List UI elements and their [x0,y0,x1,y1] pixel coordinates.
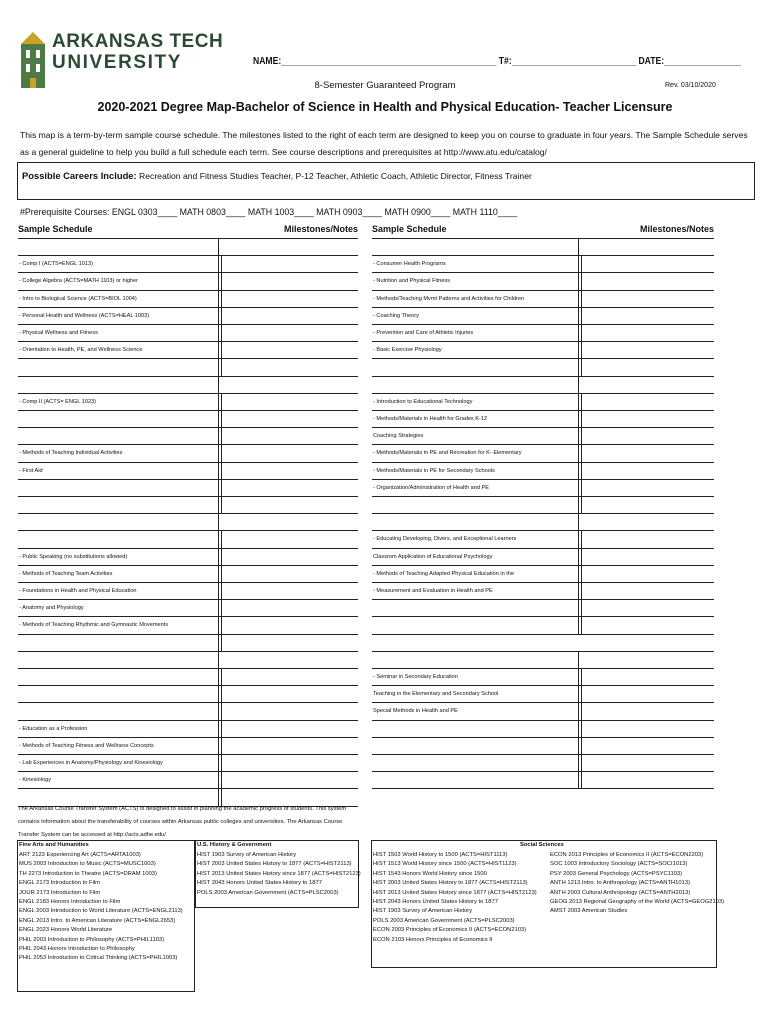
course-row [372,462,714,479]
revision-date: Rev. 03/10/2020 [665,82,716,89]
course-desc: Teaching in the Elementary and Secondary School [373,691,499,698]
course-desc: - Methods/Teaching Mvmt Patterns and Activities for Children [373,295,525,302]
column-divider [578,376,579,514]
row-divider [372,771,714,772]
course-desc: - Methods of Teaching Team Activities [19,570,113,577]
course-desc: - Seminar in Secondary Education [373,674,458,680]
course-row [372,444,714,461]
course-desc: - Methods of Teaching Individual Activities [19,450,123,457]
course-row [372,272,714,289]
footer-course-item: ANTH 1213 Intro. to Anthropology (ACTS=ANTH1013) [550,880,690,887]
course-row [18,565,358,582]
column-divider [221,668,222,806]
course-row [18,582,358,599]
right-schedule [372,222,716,802]
footer-course-item: ENGL 2183 Honors Introduction to Film [19,899,121,905]
university-name-line2: UNIVERSITY [52,52,183,73]
course-row [18,479,358,496]
course-desc: - Consumer Health Programs [373,261,446,268]
footer-course-item: PHIL 2003 Introduction to Philosophy (ACTS=PHIL1103) [19,936,165,943]
column-divider [221,530,222,650]
column-divider [578,513,579,633]
footer-course-item: HIST 1503 World History to 1500 (ACTS=HIST1113) [373,852,508,858]
course-row [372,290,714,307]
course-code [373,670,551,680]
row-divider [18,788,358,789]
course-code [19,601,191,611]
course-code [373,429,551,439]
course-desc: - Measurement and Evaluation in Health and PE [373,588,493,594]
course-desc: - Physical Wellness and Fitness [19,330,98,336]
sample-schedule-label-right: Sample Schedule [372,224,447,234]
footer-course-item: HIST 1903 Survey of American History [197,852,297,858]
course-code [373,309,551,319]
footer-course-item: HIST 2003 United States History to 1877 (ACTS=HIST2113) [197,861,352,868]
description-text: This map is a term-by-term sample course schedule. The milestones listed to the right of each term are designed to keep you on course to graduate in four years. The Sample Schedule serves as a general guideline to help you build a full schedule each term. See course descriptions and prerequisites at http://www.atu.edu/catalog/ [20,130,748,157]
column-divider [218,238,219,376]
course-row [372,393,714,410]
course-code [19,343,191,353]
course-desc: - Comp I (ACTS=ENGL 1013) [19,261,93,268]
footer-course-item: PHIL 2053 Introduction to Critical Thinking (ACTS=PHIL1003) [19,955,178,962]
course-desc: Coaching Strategies [373,433,424,440]
course-desc: - Orientation to Health, PE, and Wellness Science [19,347,143,354]
course-desc: Special Methods in Health and PE [373,708,458,715]
course-row [18,754,358,771]
course-desc: - First Aid [19,467,43,474]
footer-course-item: GEOG 2013 Regional Geography of the World (ACTS=GEOG2103) [550,899,725,905]
course-desc: - Organization/Administration of Health and PE [373,484,489,491]
course-code [19,464,191,474]
row-divider [18,376,358,377]
footer-course-item: ECON 2003 Principles of Economics II (ACTS=ECON2103) [373,927,527,934]
course-desc: Classrom Application of Educational Psychology [373,553,493,560]
footer-course-item: ENGL 2013 Intro. to American Literature (ACTS=ENGL2653) [19,917,176,924]
footer-course-item: ART 2123 Experiencing Art (ACTS=ARTA1003) [19,852,141,858]
course-code [19,550,191,560]
footer-course-item: JOUR 2173 Introduction to Film [19,889,101,896]
course-code [373,395,551,405]
course-desc: - Personal Health and Wellness (ACTS=HEAL 1003) [19,312,150,319]
column-divider [581,255,582,375]
column-divider [581,668,582,788]
course-row [18,427,358,444]
course-code [19,446,191,456]
footer-course-item: TH 2273 Introduction to Theatre (ACTS=DRAM 1003) [19,870,157,877]
milestones-label: Milestones/Notes [283,224,358,234]
careers-list: Recreation and Fitness Studies Teacher, P-12 Teacher, Athletic Coach, Athletic Director, Fitness Trainer [139,171,532,181]
course-code [373,446,551,456]
course-code [373,292,551,302]
course-desc: - Comp II (ACTS= ENGL 1023) [19,398,97,405]
course-code [19,309,191,319]
row-divider [372,788,714,789]
course-row [372,427,714,444]
course-code [373,567,551,577]
course-desc: - Methods/Materials in PE for Secondary Schools [373,467,495,474]
course-row [372,702,714,719]
column-divider [578,238,579,376]
course-code [373,532,551,542]
course-desc: - Education as a Profession [19,725,88,732]
course-code [19,292,191,302]
footer-course-item: POLS 2003 American Government (ACTS=PLSC2003) [197,889,339,896]
course-row [372,410,714,427]
footer-course-item: PHIL 2043 Honors Introduction to Philosophy [19,946,135,952]
course-desc: - Methods/Materials in PE and Recreation for K- Elementary [373,450,522,457]
course-desc: - Methods of Teaching Adapted Physical Education in the [373,570,515,577]
row-divider [18,358,358,359]
course-desc: - Foundations in Health and Physical Education [19,588,137,594]
acts-note: The Arkansas Course Transfer System (ACTS) is designed to assist in planning the academic progress of students. This system contains information about the transferability of courses within Arkansas public colleges and universities. The Arkansas Course Transfer System can be accessed at http://acts.adhe.edu/ [18,806,347,838]
course-row [18,393,358,410]
column-divider [581,393,582,513]
fine-arts-title: Fine Arts and Humanities [19,842,89,848]
course-code [19,326,191,336]
social-science-title: Social Sciences [520,842,564,848]
course-row [18,720,358,737]
course-desc: - Lab Experiences in Anatomy/Physiology and Kinesiology [19,760,163,766]
footer-course-item: HIST 2043 Honors United States History to 1877 [373,899,498,905]
course-row [18,307,358,324]
row-divider [372,634,714,635]
course-desc: - Kinesiology [19,777,52,784]
course-row [18,530,358,547]
row-divider [372,651,714,652]
row-divider [372,496,714,497]
course-row [18,599,358,616]
course-desc: - Educating Developing, Divers, and Exceptional Learners [373,536,517,543]
course-row [372,479,714,496]
course-code [373,464,551,474]
course-desc: - College Algebra (ACTS=MATH 1103) or higher [19,278,139,285]
footer-course-item: HIST 1903 Survey of American History [373,908,473,915]
course-row [372,324,714,341]
course-code [19,739,191,749]
course-code [373,326,551,336]
course-code [373,550,551,560]
university-name-line1: ARKANSAS TECH [52,31,224,52]
row-divider [18,634,358,635]
left-schedule [18,222,360,802]
footer-course-item: HIST 1543 Honors World History since 1500 [373,870,487,877]
course-row [18,616,358,633]
course-row [18,290,358,307]
course-row [372,530,714,547]
course-code [19,773,191,783]
course-row [372,582,714,599]
course-desc: - Public Speaking (no substitutions allowed) [19,553,128,560]
course-code [373,687,551,697]
prerequisite-courses: #Prerequisite Courses: ENGL 0303____ MATH 0803____ MATH 1003____ MATH 0903____ MATH 0900____ MATH 1110____ [20,207,518,217]
course-code [373,704,551,714]
course-code [373,343,551,353]
course-desc: - Methods/Materials in Health for Grades K-12 [373,416,488,422]
row-divider [372,376,714,377]
course-row [18,668,358,685]
footer-course-item: HIST 2013 United States History since 1877 (ACTS=HIST2123) [373,889,537,896]
course-row [18,324,358,341]
course-row [372,548,714,565]
course-code [19,274,191,284]
course-row [372,720,714,737]
course-row [372,307,714,324]
course-desc: - Coaching Theory [373,312,419,319]
column-divider [578,651,579,789]
course-code [19,567,191,577]
footer-course-item: HIST 2043 Honors United States History to 1877 [197,880,322,887]
course-desc: - Methods of Teaching Fitness and Wellness Concepts [19,742,154,749]
course-row [18,737,358,754]
column-divider [581,530,582,633]
course-code [373,257,551,267]
row-divider [18,651,358,652]
footer-course-item: AMST 2003 American Studies [550,908,628,915]
course-row [18,255,358,272]
course-row [18,272,358,289]
course-row [372,565,714,582]
course-desc: - Basic Exercise Physiology [373,347,442,354]
footer-course-item: ENGL 2173 Introduction to Film [19,880,100,887]
row-divider [18,496,358,497]
course-code [373,274,551,284]
footer-course-item: ENGL 2023 Honors World Literature [19,927,113,934]
footer-course-item: ECON 2103 Honors Principles of Economics II [373,936,493,943]
row-divider [372,358,714,359]
footer-course-item: ENGL 2003 Introduction to World Literature (ACTS=ENGL2113) [19,908,183,915]
course-desc: - Prevention and Care of Athletic Injuries [373,330,474,336]
column-divider [221,393,222,513]
careers-label: Possible Careers Include: [22,170,137,181]
footer-course-item: POLS 2003 American Government (ACTS=PLSC2003) [373,917,515,924]
course-code [19,257,191,267]
footer-course-item: HIST 2003 United States History to 1877 (ACTS=HIST2113) [373,880,528,887]
us-history-title: U.S. History & Government [197,842,272,848]
column-divider [218,376,219,514]
careers-box [17,162,755,200]
course-code [19,395,191,405]
course-row [372,668,714,685]
course-code [19,722,191,732]
row-divider [372,616,714,617]
course-row [372,341,714,358]
course-row [18,462,358,479]
course-row [372,599,714,616]
course-code [373,412,551,422]
course-row [372,754,714,771]
footer-course-item: ECON 2013 Principles of Economics II (ACTS=ECON2203) [550,852,704,858]
course-row [18,444,358,461]
column-divider [218,651,219,806]
course-desc: - Methods of Teaching Rhythmic and Gymnastic Movements [19,622,169,629]
course-code [19,618,191,628]
course-code [19,756,191,766]
row-divider [372,238,714,239]
footer-course-item: MUS 2003 Introduction to Music (ACTS=MUSC1003) [19,861,156,868]
course-code [19,584,191,594]
name-id-date-line[interactable]: NAME:_____________________________________________ T#:__________________________ DATE:________________ [253,56,741,67]
course-row [18,548,358,565]
row-divider [372,513,714,514]
column-divider [218,513,219,651]
program-subtitle: 8-Semester Guaranteed Program [314,80,456,91]
course-row [372,255,714,272]
course-code [373,584,551,594]
row-divider [18,238,358,239]
course-desc: - Nutrition and Physical Fitness [373,278,451,285]
course-row [18,702,358,719]
course-desc: - Anatomy and Physiology [19,605,84,612]
course-row [18,341,358,358]
course-row [372,737,714,754]
course-row [18,685,358,702]
course-desc: - Introduction to Educational Technology [373,398,473,405]
footer-course-item: SOC 1003 Introductory Sociology (ACTS=SOCI1013) [550,861,688,868]
course-row [18,410,358,427]
row-divider [18,513,358,514]
footer-course-item: HIST 1513 World History since 1500 (ACTS=HIST1123) [373,861,517,868]
milestones-label-right: Milestones/Notes [639,224,714,234]
sample-schedule-label: Sample Schedule [18,224,93,234]
footer-course-item: ANTH 2003 Cultural Anthropology (ACTS=ANTH2013) [550,889,691,896]
course-desc: - Intro to Biological Science (ACTS=BIOL 1004) [19,295,137,302]
course-row [372,685,714,702]
footer-course-item: HIST 2013 United States History since 1877 (ACTS=HIST2123) [197,870,361,877]
column-divider [221,255,222,375]
page-title: 2020-2021 Degree Map-Bachelor of Science in Health and Physical Education- Teacher Licensure [97,100,673,114]
course-row [18,771,358,788]
footer-course-item: PSY 2003 General Psychology (ACTS=PSYC1103) [550,870,683,877]
course-code [373,481,551,491]
